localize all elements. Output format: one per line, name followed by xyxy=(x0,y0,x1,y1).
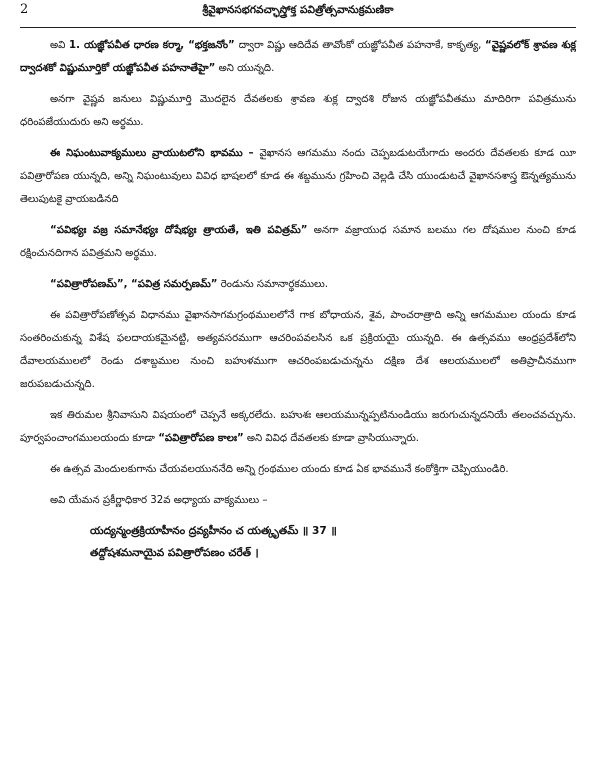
paragraph-2: అనగా వైష్ణవ జనులు విష్ణుమూర్తి మొదలైన దేవతలకు శ్రావణ శుక్ల ద్వాదశి రోజున యజ్ఞోపవీతము మాదిరిగా పవిత్రమును ధరింపజేయుదురు అని అర్థము. xyxy=(20,94,576,128)
verse-block xyxy=(90,520,576,564)
paragraph-5: “పవిత్రారోపణమ్”, “పవిత్ర సమర్పణమ్” రెండును సమానార్థకములు. xyxy=(50,279,329,290)
page-header xyxy=(20,0,576,26)
paragraph-8: ఈ ఉత్సవ మెందులకుగాను చేయవలయుననేది అన్ని గ్రంథముల యందు కూడ ఏక భావమునే కంఠోక్తిగా చెప్పియుండిరి. xyxy=(50,464,509,475)
document-body xyxy=(20,28,576,564)
paragraph-6: ఈ పవిత్రారోపణోత్సవ విధానము వైఖానసాగమగ్రంథములలోనే గాక బోధాయన, శైవ, పాంచరాత్రాది అన్ని ఆగమముల యందు కూడ సంతరించుకున్న విశేష ఫలదాయకమైనట్టి, అత్యవసరముగా ఆచరింపవలసిన ఒక ప్రక్రియయై యున్నది. ఈ ఉత్సవము ఆంధ్రప్రదేశ్‌లోని దేవాలయములలో రెండు దశాబ్దముల నుంచి బహుళముగా ఆచరింపబడుచున్నను దక్షిణ దేశ ఆలయములలో అతిప్రాచీనముగా జరుపబడుచున్నది. xyxy=(20,310,576,390)
verse-line-2: తద్దోషశమనాయైవ పవిత్రారోపణం చరేత్ । xyxy=(90,547,259,559)
paragraph-4: “పవిభ్యః వజ్ర సమానేభ్యః దోషేభ్యః త్రాయతే, ఇతి పవిత్రమ్” అనగా వజ్రాయుధ సమాన బలము గల దోషముల నుంచి కూడ రక్షించునదిగాన పవిత్రమని అర్థము. xyxy=(20,225,576,259)
paragraph-7: ఇక తిరుమల శ్రీనివాసుని విషయంలో చెప్పనే అక్కరలేదు. బహుశః ఆలయమున్నప్పటినుండియు జరుగుచున్నదనియే తలంచవచ్చును. పూర్వపంచాంగములయందు కూడా “పవిత్రారోపణ కాలః” అని వివిధ దేవతలకు కూడా వ్రాసియున్నారు. xyxy=(20,410,576,444)
running-title: శ్రీవైఖానసభగవచ్ఛాస్త్రోక్త పవిత్రోత్సవానుక్రమణికా xyxy=(202,4,394,16)
paragraph-3: ఈ నిఘంటువాక్యములు వ్రాయుటలోని భావము – వైఖానస ఆగమము నందు చెప్పబడుటయేగాదు అందరు దేవతలకు కూడ యీ పవిత్రారోపణ యున్నది, అన్ని నిఘంటువులు వివిధ భాషలలో కూడ ఈ శబ్దమును గ్రహించి వెల్లడి చేసి యుండుటచే వైఖానసశాస్త్ర ఔన్నత్యమును తెలుపుటకై వ్రాయబడినది xyxy=(20,148,577,205)
paragraph-9: అవి యేమన ప్రకీర్ణాధికార 32వ అధ్యాయ వాక్యములు – xyxy=(50,495,268,506)
paragraph-1: అవి 1. యజ్ఞోపవీత ధారణ కర్మా, “భక్తజనోం” ద్వారా విష్ణు ఆదిదేవ తావోంకో యజ్ఞోపవీత పహనాకే, కాకృత్య, “వైష్ణవలోక్ శ్రావణ శుక్ల ద్వాదశకో విష్ణుమూర్తికో యజ్ఞోపవీత పహనాతేహై” అని యున్నది. xyxy=(20,40,576,74)
page-number: 2 xyxy=(20,2,29,17)
verse-line-1: యద్యన్మంత్రక్రియాహీనం ద్రవ్యహీనం చ యత్కృతమ్ ॥ 37 ॥ xyxy=(90,525,337,537)
